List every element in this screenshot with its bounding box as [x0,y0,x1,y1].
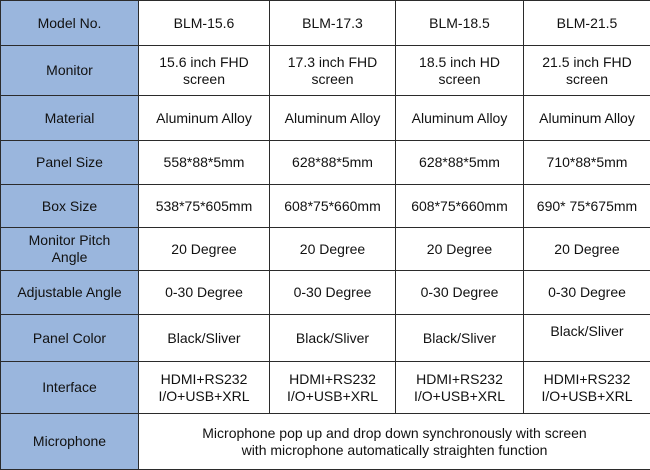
model-name-cell: BLM-17.3 [270,1,396,46]
value-cell: HDMI+RS232 I/O+USB+XRL [524,362,650,414]
row-label-cell: Monitor Pitch Angle [1,228,139,271]
value-cell: 15.6 inch FHD screen [139,46,270,96]
value-cell: Aluminum Alloy [396,96,524,141]
value-cell: 20 Degree [524,228,650,271]
value-cell: 20 Degree [396,228,524,271]
value-cell: HDMI+RS232 I/O+USB+XRL [270,362,396,414]
table-row-adjustable-angle [1,271,650,315]
row-label-cell: Panel Size [1,141,139,185]
value-cell: HDMI+RS232 I/O+USB+XRL [396,362,524,414]
row-label-cell: Adjustable Angle [1,271,139,315]
value-cell: 20 Degree [139,228,270,271]
model-name-cell: BLM-21.5 [524,1,650,46]
value-cell: 608*75*660mm [270,185,396,228]
value-cell: 538*75*605mm [139,185,270,228]
value-cell: 0-30 Degree [396,271,524,315]
model-name-cell: BLM-18.5 [396,1,524,46]
table-row-microphone [1,414,650,470]
value-cell: 628*88*5mm [396,141,524,185]
value-cell: Aluminum Alloy [139,96,270,141]
value-cell: 0-30 Degree [139,271,270,315]
value-cell: Black/Sliver [270,315,396,362]
row-label-cell: Microphone [1,414,139,470]
header-label-cell: Model No. [1,1,139,46]
value-cell: 628*88*5mm [270,141,396,185]
table-row-box-size [1,185,650,228]
value-cell: 690* 75*675mm [524,185,650,228]
value-cell: 608*75*660mm [396,185,524,228]
model-name-cell: BLM-15.6 [139,1,270,46]
header-row [1,1,650,46]
row-label-cell: Material [1,96,139,141]
value-cell: 21.5 inch FHD screen [524,46,650,96]
value-cell: 0-30 Degree [270,271,396,315]
value-cell: Aluminum Alloy [524,96,650,141]
value-cell: 0-30 Degree [524,271,650,315]
value-cell: Black/Sliver [524,315,650,362]
value-cell: HDMI+RS232 I/O+USB+XRL [139,362,270,414]
row-label-cell: Interface [1,362,139,414]
table-row-panel-color [1,315,650,362]
value-cell: 710*88*5mm [524,141,650,185]
table-row-interface [1,362,650,414]
table-row-material [1,96,650,141]
value-cell: 20 Degree [270,228,396,271]
table-row-pitch-angle [1,228,650,271]
table-row-panel-size [1,141,650,185]
table-row-monitor [1,46,650,96]
microphone-description-cell: Microphone pop up and drop down synchronously with screen with microphone automatically straighten function [139,414,650,470]
value-cell: 18.5 inch HD screen [396,46,524,96]
value-cell: 558*88*5mm [139,141,270,185]
row-label-cell: Monitor [1,46,139,96]
row-label-cell: Panel Color [1,315,139,362]
value-cell: Aluminum Alloy [270,96,396,141]
value-cell: Black/Sliver [139,315,270,362]
value-cell: Black/Sliver [396,315,524,362]
value-cell: 17.3 inch FHD screen [270,46,396,96]
row-label-cell: Box Size [1,185,139,228]
